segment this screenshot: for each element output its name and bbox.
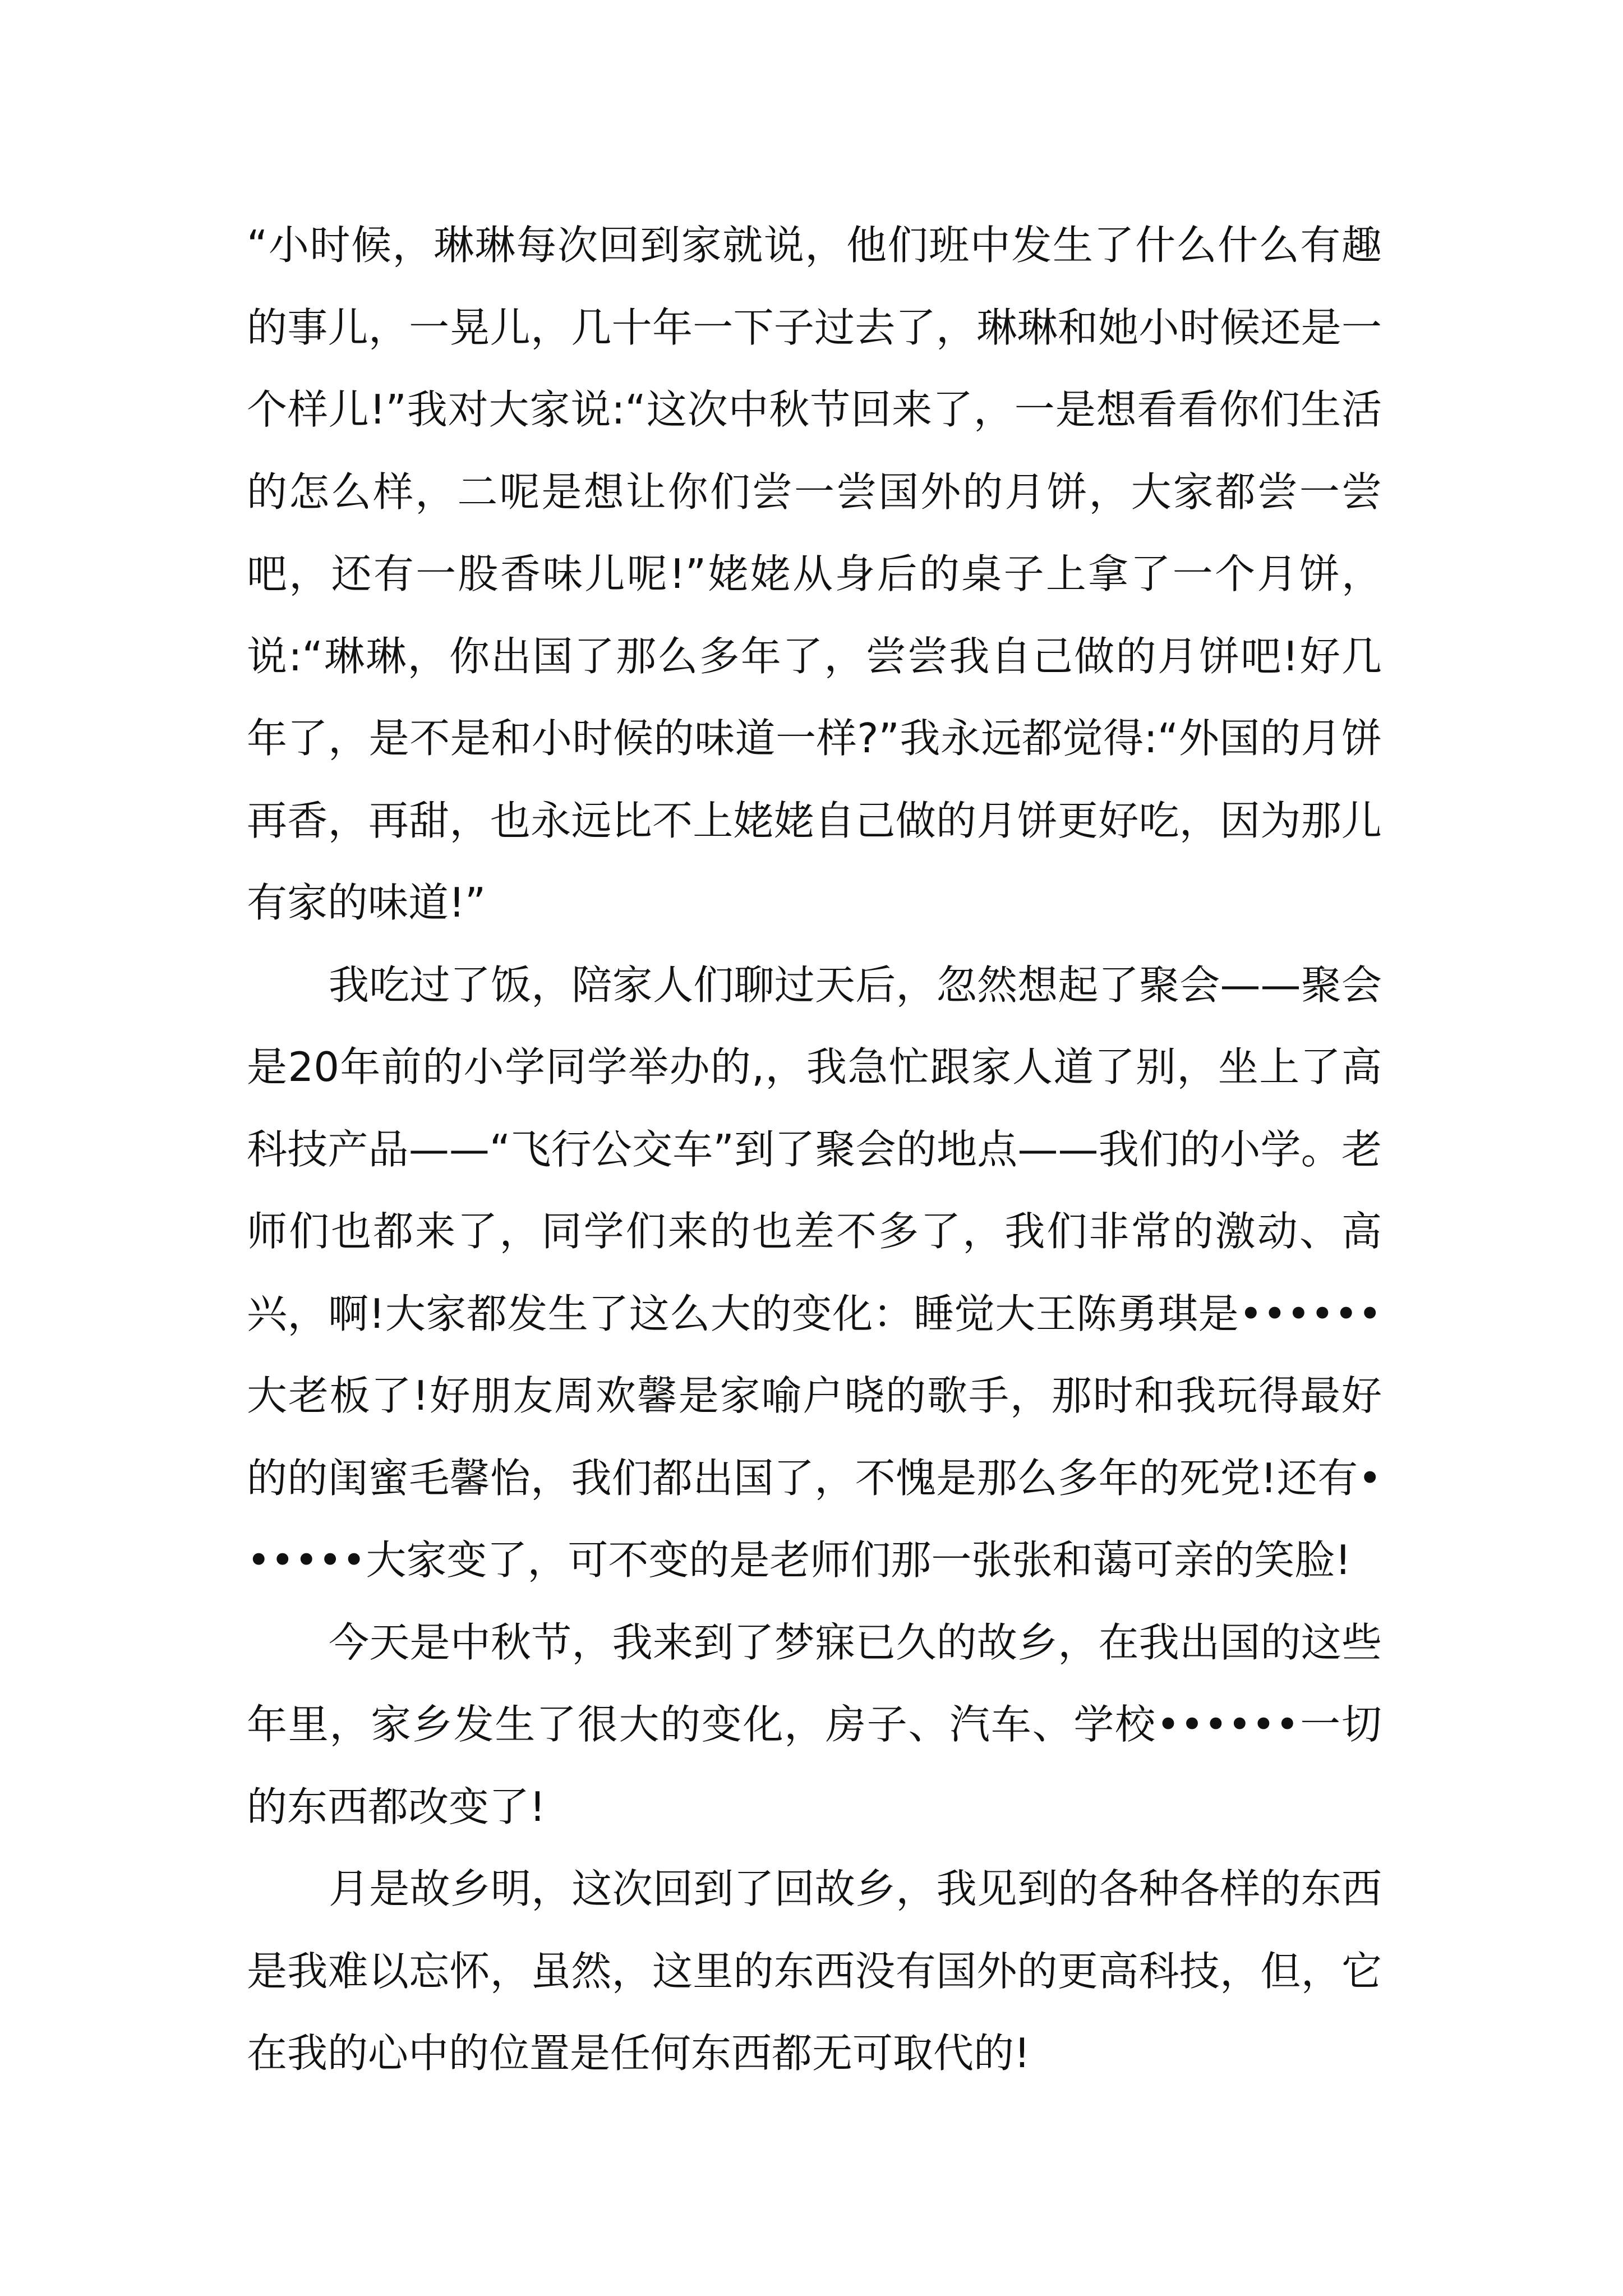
document-body: [247, 204, 1382, 2095]
paragraph-3: 今天是中秋节，我来到了梦寐已久的故乡，在我出国的这些年里，家乡发生了很大的变化，房子、汽车、学校••••••一切的东西都改变了!: [247, 1618, 1382, 1830]
paragraph-4: 月是故乡明，这次回到了回故乡，我见到的各种各样的东西是我难以忘怀，虽然，这里的东西没有国外的更高科技，但，它在我的心中的位置是任何东西都无可取代的!: [247, 1865, 1382, 2077]
paragraph-2: 我吃过了饭，陪家人们聊过天后，忽然想起了聚会——聚会是20年前的小学同学举办的,，我急忙跟家人道了别，坐上了高科技产品——“飞行公交车”到了聚会的地点——我们的小学。老师们也都来了，同学们来的也差不多了，我们非常的激动、高兴，啊!大家都发生了这么大的变化：睡觉大王陈勇琪是••••••大老板了!好朋友周欢馨是家喻户晓的歌手，那时和我玩得最好的的闺蜜毛馨怡，我们都出国了，不愧是那么多年的死党!还有••••••大家变了，可不变的是老师们那一张张和蔼可亲的笑脸!: [247, 961, 1382, 1584]
paragraph-1: “小时候，琳琳每次回到家就说，他们班中发生了什么什么有趣的事儿，一晃儿，几十年一下子过去了，琳琳和她小时候还是一个样儿!”我对大家说:“这次中秋节回来了，一是想看看你们生活的怎么样，二呢是想让你们尝一尝国外的月饼，大家都尝一尝吧，还有一股香味儿呢!”姥姥从身后的桌子上拿了一个月饼，说:“琳琳，你出国了那么多年了，尝尝我自己做的月饼吧!好几年了，是不是和小时候的味道一样?”我永远都觉得:“外国的月饼再香，再甜，也永远比不上姥姥自己做的月饼更好吃，因为那儿有家的味道!”: [247, 222, 1382, 926]
